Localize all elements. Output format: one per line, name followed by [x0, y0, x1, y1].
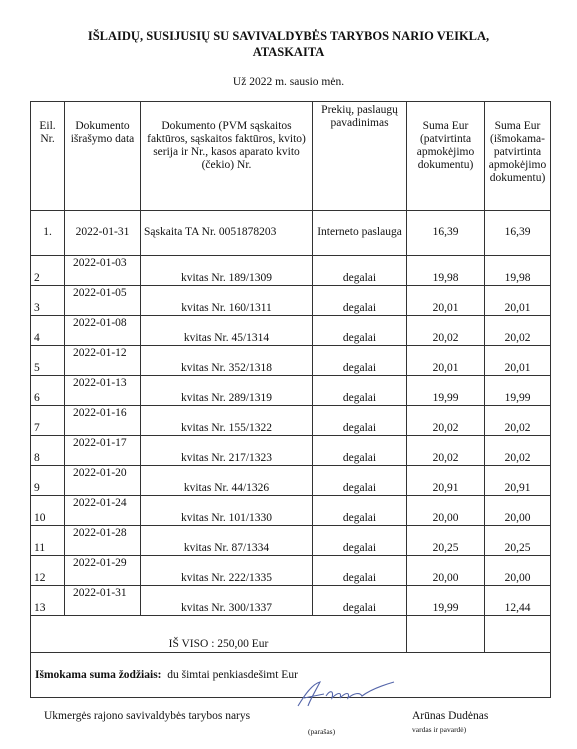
row-nr: 8	[34, 452, 40, 464]
cell-sum1	[407, 496, 485, 526]
cell-item	[313, 211, 407, 256]
table-row	[31, 286, 551, 316]
cell-doc	[141, 466, 313, 496]
cell-item	[313, 376, 407, 406]
row-date: 2022-01-12	[73, 347, 127, 359]
cell-sum2	[485, 526, 551, 556]
row-sum-confirmed: 20,02	[432, 422, 459, 434]
table-row	[31, 496, 551, 526]
row-sum-confirmed: 20,00	[432, 572, 459, 584]
total-empty-2	[485, 616, 551, 653]
row-sum-paid: 20,00	[504, 572, 531, 584]
row-document: kvitas Nr. 101/1330	[180, 512, 273, 524]
cell-doc	[141, 286, 313, 316]
cell-item	[313, 406, 407, 436]
cell-nr	[31, 466, 65, 496]
row-item: degalai	[342, 362, 377, 374]
row-date: 2022-01-20	[73, 467, 127, 479]
row-document: kvitas Nr. 217/1323	[180, 452, 273, 464]
cell-sum1	[407, 586, 485, 616]
row-item: Interneto paslauga	[317, 226, 402, 238]
row-sum-paid: 20,00	[504, 512, 531, 524]
row-sum-paid: 20,02	[504, 452, 531, 464]
amount-in-words-label: Išmokama suma žodžiais:	[35, 669, 162, 681]
row-sum-confirmed: 19,99	[432, 392, 459, 404]
cell-item	[313, 346, 407, 376]
council-member-label: Ukmergės rajono savivaldybės tarybos narys	[44, 710, 251, 722]
row-nr: 10	[34, 512, 46, 524]
row-document: kvitas Nr. 44/1326	[183, 482, 270, 494]
cell-item	[313, 496, 407, 526]
cell-sum1	[407, 256, 485, 286]
table-row	[31, 586, 551, 616]
cell-item	[313, 526, 407, 556]
amount-in-words-value: du šimtai penkiasdešimt Eur	[167, 669, 298, 681]
cell-date	[65, 211, 141, 256]
row-sum-paid: 20,25	[504, 542, 531, 554]
cell-nr	[31, 316, 65, 346]
cell-doc	[141, 496, 313, 526]
row-sum-confirmed: 16,39	[432, 226, 459, 238]
expense-table	[30, 101, 551, 698]
signature-image	[290, 676, 400, 712]
table-row	[31, 256, 551, 286]
row-nr: 6	[34, 392, 40, 404]
total-empty-1	[407, 616, 485, 653]
cell-sum1	[407, 211, 485, 256]
row-sum-paid: 19,98	[504, 272, 531, 284]
cell-nr	[31, 346, 65, 376]
cell-sum1	[407, 466, 485, 496]
row-sum-confirmed: 19,99	[432, 602, 459, 614]
cell-date	[65, 526, 141, 556]
cell-sum2	[485, 376, 551, 406]
cell-sum1	[407, 376, 485, 406]
row-document: kvitas Nr. 160/1311	[181, 302, 272, 314]
row-nr: 1.	[43, 226, 52, 238]
total-row	[31, 616, 551, 653]
cell-date	[65, 586, 141, 616]
cell-nr	[31, 586, 65, 616]
col-header-sum-paid: Suma Eur (išmokama-patvirtinta apmokėjimo dokumentu)	[485, 102, 551, 211]
cell-sum2	[485, 466, 551, 496]
cell-doc	[141, 256, 313, 286]
row-sum-confirmed: 20,02	[432, 452, 459, 464]
row-nr: 13	[34, 602, 46, 614]
cell-nr	[31, 436, 65, 466]
row-date: 2022-01-17	[73, 437, 127, 449]
col-header-item: Prekių, paslaugų pavadinimas	[313, 102, 407, 211]
table-row	[31, 466, 551, 496]
cell-sum1	[407, 436, 485, 466]
row-item: degalai	[342, 572, 377, 584]
cell-sum2	[485, 406, 551, 436]
row-sum-paid: 20,91	[504, 482, 531, 494]
row-date: 2022-01-16	[73, 407, 127, 419]
table-row	[31, 316, 551, 346]
cell-item	[313, 586, 407, 616]
cell-item	[313, 256, 407, 286]
col-header-sum-confirmed: Suma Eur (patvirtinta apmokėjimo dokumentu)	[407, 102, 485, 211]
row-document: kvitas Nr. 222/1335	[180, 572, 273, 584]
row-document: kvitas Nr. 300/1337	[180, 602, 273, 614]
report-title	[0, 28, 577, 60]
table-row	[31, 556, 551, 586]
row-date: 2022-01-29	[73, 557, 127, 569]
row-sum-paid: 12,44	[504, 602, 531, 614]
row-date: 2022-01-08	[73, 317, 127, 329]
cell-date	[65, 466, 141, 496]
table-row	[31, 436, 551, 466]
row-date: 2022-01-31	[73, 587, 127, 599]
row-item: degalai	[342, 302, 377, 314]
cell-nr	[31, 556, 65, 586]
total-cell	[31, 616, 407, 653]
cell-doc	[141, 586, 313, 616]
name-caption: vardas ir pavardė)	[412, 725, 467, 734]
row-sum-confirmed: 20,25	[432, 542, 459, 554]
cell-date	[65, 496, 141, 526]
row-sum-confirmed: 20,91	[432, 482, 459, 494]
row-document: Sąskaita TA Nr. 0051878203	[144, 226, 277, 238]
row-sum-paid: 20,01	[504, 362, 531, 374]
row-document: kvitas Nr. 352/1318	[180, 362, 273, 374]
row-sum-paid: 20,01	[504, 302, 531, 314]
row-date: 2022-01-03	[73, 257, 127, 269]
table-row	[31, 406, 551, 436]
cell-sum2	[485, 256, 551, 286]
row-date: 2022-01-31	[75, 226, 130, 238]
cell-date	[65, 436, 141, 466]
cell-nr	[31, 376, 65, 406]
cell-item	[313, 466, 407, 496]
table-header-row	[31, 102, 551, 211]
cell-sum1	[407, 286, 485, 316]
col-header-date: Dokumento išrašymo data	[65, 102, 141, 211]
cell-sum1	[407, 346, 485, 376]
row-nr: 7	[34, 422, 40, 434]
cell-date	[65, 406, 141, 436]
title-line-1: IŠLAIDŲ, SUSIJUSIŲ SU SAVIVALDYBĖS TARYBOS NARIO VEIKLA,	[87, 29, 490, 43]
row-date: 2022-01-28	[73, 527, 127, 539]
cell-sum2	[485, 211, 551, 256]
table-row	[31, 526, 551, 556]
title-line-2: ATASKAITA	[252, 45, 325, 59]
row-sum-paid: 16,39	[504, 226, 531, 238]
cell-sum2	[485, 316, 551, 346]
row-document: kvitas Nr. 155/1322	[180, 422, 273, 434]
cell-sum2	[485, 496, 551, 526]
row-date: 2022-01-05	[73, 287, 127, 299]
col-header-nr: Eil. Nr.	[31, 102, 65, 211]
row-document: kvitas Nr. 289/1319	[180, 392, 273, 404]
cell-date	[65, 346, 141, 376]
row-nr: 9	[34, 482, 40, 494]
row-date: 2022-01-13	[73, 377, 127, 389]
row-sum-confirmed: 19,98	[432, 272, 459, 284]
row-item: degalai	[342, 272, 377, 284]
row-nr: 11	[34, 542, 46, 554]
row-nr: 4	[34, 332, 40, 344]
cell-nr	[31, 211, 65, 256]
row-item: degalai	[342, 482, 377, 494]
total-text: IŠ VISO : 250,00 Eur	[168, 638, 269, 650]
col-header-document: Dokumento (PVM sąskaitos faktūros, sąskaitos faktūros, kvito) serija ir Nr., kasos aparato kvito (čekio) Nr.	[141, 102, 313, 211]
row-sum-confirmed: 20,01	[432, 302, 459, 314]
cell-item	[313, 556, 407, 586]
row-nr: 12	[34, 572, 46, 584]
cell-sum1	[407, 556, 485, 586]
row-document: kvitas Nr. 189/1309	[180, 272, 273, 284]
row-nr: 3	[34, 302, 40, 314]
signature-caption: (parašas)	[308, 727, 336, 736]
cell-sum1	[407, 406, 485, 436]
row-item: degalai	[342, 512, 377, 524]
cell-item	[313, 286, 407, 316]
row-item: degalai	[342, 392, 377, 404]
cell-sum1	[407, 316, 485, 346]
cell-date	[65, 286, 141, 316]
row-item: degalai	[342, 332, 377, 344]
cell-doc	[141, 211, 313, 256]
table-row	[31, 211, 551, 256]
report-period: Už 2022 m. sausio mėn.	[232, 76, 345, 88]
cell-sum2	[485, 436, 551, 466]
row-sum-confirmed: 20,00	[432, 512, 459, 524]
row-sum-paid: 19,99	[504, 392, 531, 404]
cell-doc	[141, 346, 313, 376]
cell-date	[65, 256, 141, 286]
table-row	[31, 376, 551, 406]
cell-doc	[141, 376, 313, 406]
cell-doc	[141, 406, 313, 436]
cell-nr	[31, 496, 65, 526]
cell-sum1	[407, 526, 485, 556]
row-nr: 5	[34, 362, 40, 374]
cell-sum2	[485, 556, 551, 586]
cell-nr	[31, 526, 65, 556]
signer-name: Arūnas Dudėnas	[412, 710, 489, 722]
cell-nr	[31, 286, 65, 316]
row-item: degalai	[342, 542, 377, 554]
cell-sum2	[485, 346, 551, 376]
cell-nr	[31, 256, 65, 286]
cell-date	[65, 376, 141, 406]
cell-doc	[141, 436, 313, 466]
row-sum-confirmed: 20,02	[432, 332, 459, 344]
cell-item	[313, 316, 407, 346]
cell-date	[65, 556, 141, 586]
cell-sum2	[485, 586, 551, 616]
cell-date	[65, 316, 141, 346]
cell-sum2	[485, 286, 551, 316]
cell-nr	[31, 406, 65, 436]
row-document: kvitas Nr. 45/1314	[183, 332, 270, 344]
table-row	[31, 346, 551, 376]
row-sum-paid: 20,02	[504, 422, 531, 434]
cell-doc	[141, 316, 313, 346]
row-sum-paid: 20,02	[504, 332, 531, 344]
cell-doc	[141, 526, 313, 556]
cell-doc	[141, 556, 313, 586]
row-item: degalai	[342, 452, 377, 464]
row-sum-confirmed: 20,01	[432, 362, 459, 374]
row-item: degalai	[342, 422, 377, 434]
row-date: 2022-01-24	[73, 497, 127, 509]
row-nr: 2	[34, 272, 40, 284]
cell-item	[313, 436, 407, 466]
row-item: degalai	[342, 602, 377, 614]
row-document: kvitas Nr. 87/1334	[183, 542, 270, 554]
